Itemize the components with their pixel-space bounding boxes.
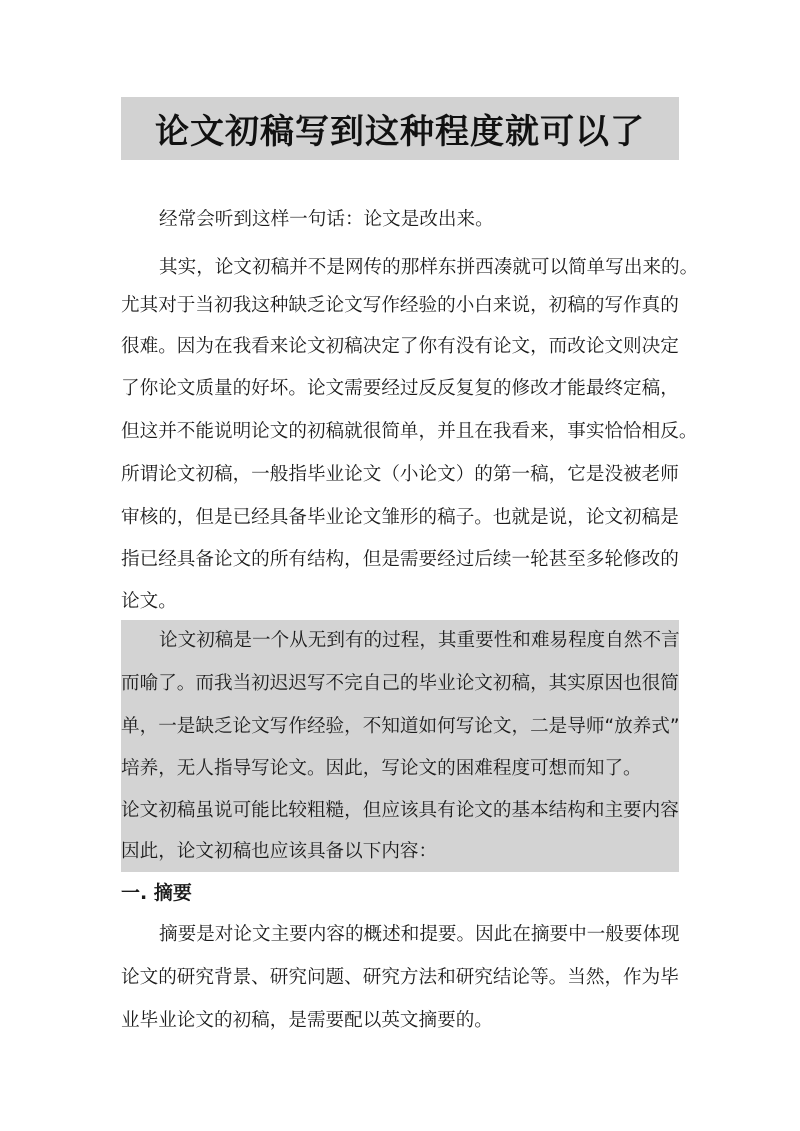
highlighted-line: 论文初稿是一个从无到有的过程，其重要性和难易程度自然不言 (159, 630, 680, 651)
paragraph1-line: 但这并不能说明论文的初稿就很简单，并且在我看来，事实恰恰相反。 (121, 421, 698, 442)
intro-line: 经常会听到这样一句话：论文是改出来。 (159, 209, 494, 230)
highlighted-line: 因此，论文初稿也应该具备以下内容： (121, 841, 438, 862)
section-heading-abstract: 一. 摘要 (121, 882, 192, 904)
paragraph1-line: 所谓论文初稿，一般指毕业论文（小论文）的第一稿，它是没被老师 (121, 464, 679, 485)
highlighted-line: 而喻了。而我当初迟迟写不完自己的毕业论文初稿，其实原因也很简 (121, 673, 679, 694)
paragraph1-line: 了你论文质量的好坏。论文需要经过反反复复的修改才能最终定稿， (121, 378, 679, 399)
section1-line: 论文的研究背景、研究问题、研究方法和研究结论等。当然，作为毕 (121, 967, 679, 988)
section1-line: 摘要是对论文主要内容的概述和提要。因此在摘要中一般要体现 (159, 924, 680, 945)
paragraph1-line: 审核的，但是已经具备毕业论文雏形的稿子。也就是说，论文初稿是 (121, 507, 679, 528)
document-title: 论文初稿写到这种程度就可以了 (155, 112, 645, 152)
title-banner (121, 97, 679, 160)
paragraph1-line: 指已经具备论文的所有结构，但是需要经过后续一轮甚至多轮修改的 (121, 549, 679, 570)
paragraph1-line: 尤其对于当初我这种缺乏论文写作经验的小白来说，初稿的写作真的 (121, 295, 679, 316)
highlighted-line: 单，一是缺乏论文写作经验，不知道如何写论文，二是导师“放养式” (121, 716, 680, 737)
highlighted-block (121, 620, 679, 872)
section1-line: 业毕业论文的初稿，是需要配以英文摘要的。 (121, 1010, 493, 1031)
paragraph1-line: 论文。 (121, 591, 177, 612)
highlighted-line: 培养，无人指导写论文。因此，写论文的困难程度可想而知了。 (121, 758, 642, 779)
paragraph1-line: 很难。因为在我看来论文初稿决定了你有没有论文，而改论文则决定 (121, 336, 679, 357)
paragraph1-line: 其实，论文初稿并不是网传的那样东拼西凑就可以简单写出来的。 (159, 257, 699, 278)
highlighted-line: 论文初稿虽说可能比较粗糙，但应该具有论文的基本结构和主要内容 (121, 800, 679, 821)
